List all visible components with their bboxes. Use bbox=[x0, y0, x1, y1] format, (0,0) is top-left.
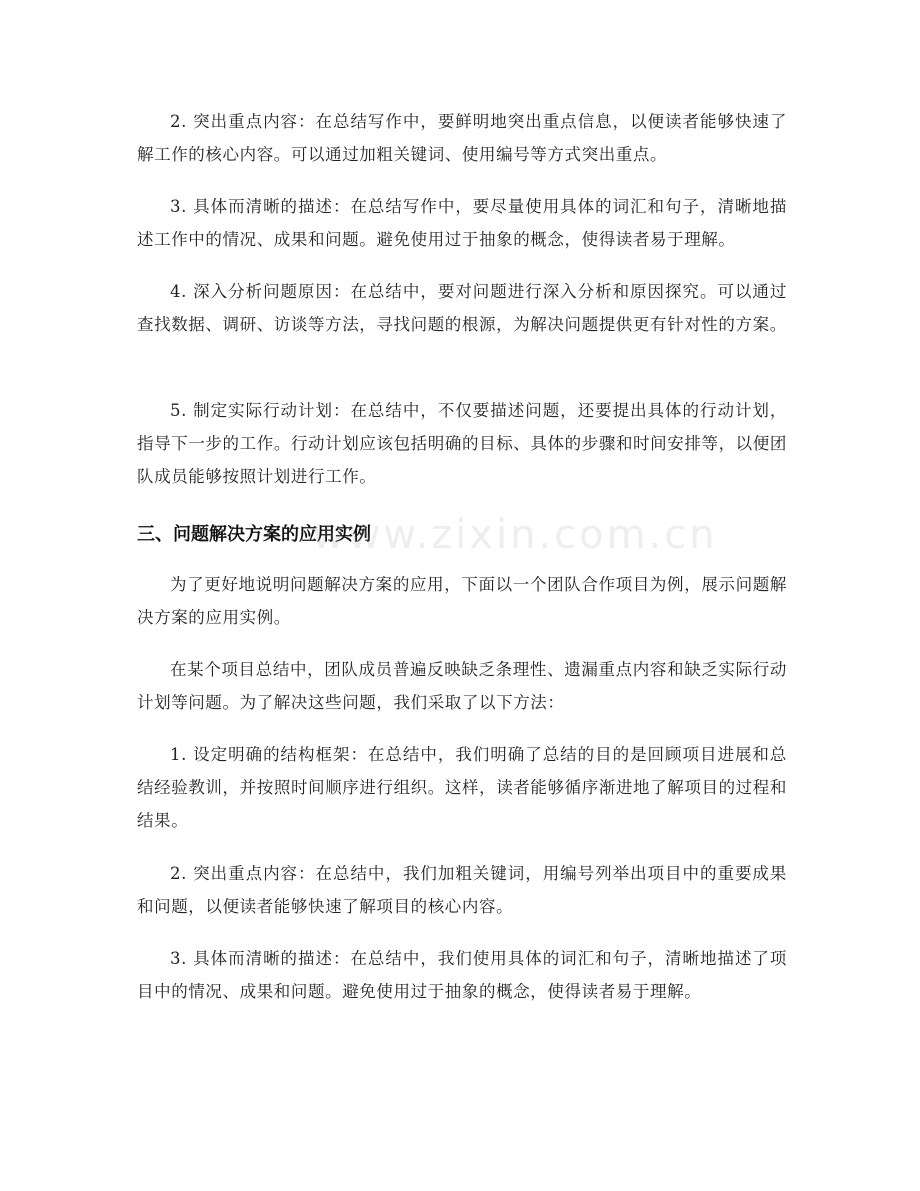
section-heading: 三、问题解决方案的应用实例 bbox=[137, 524, 371, 545]
paragraph-specific-description: 3. 具体而清晰的描述：在总结写作中，要尽量使用具体的词汇和句子，清晰地描述工作中的情况、成果和问题。避免使用过于抽象的概念，使得读者易于理解。 bbox=[137, 197, 787, 249]
paragraph-project-description: 3. 具体而清晰的描述：在总结中，我们使用具体的词汇和句子，清晰地描述了项目中的情况、成果和问题。避免使用过于抽象的概念，使得读者易于理解。 bbox=[137, 949, 787, 1001]
paragraph-action-plan: 5. 制定实际行动计划：在总结中，不仅要描述问题，还要提出具体的行动计划，指导下一步的工作。行动计划应该包括明确的目标、具体的步骤和时间安排等，以便团队成员能够按照计划进行工作。 bbox=[137, 401, 787, 486]
watermark: www.zixin.com.cn bbox=[312, 512, 718, 558]
paragraph-structure-framework: 1. 设定明确的结构框架：在总结中，我们明确了总结的目的是回顾项目进展和总结经验教训，并按照时间顺序进行组织。这样，读者能够循序渐进地了解项目的过程和结果。 bbox=[137, 745, 787, 830]
paragraph-analyze-causes: 4. 深入分析问题原因：在总结中，要对问题进行深入分析和原因探究。可以通过查找数据、调研、访谈等方法，寻找问题的根源，为解决问题提供更有针对性的方案。 bbox=[137, 282, 787, 334]
paragraph-intro-example: 为了更好地说明问题解决方案的应用，下面以一个团队合作项目为例，展示问题解决方案的应用实例。 bbox=[137, 575, 787, 627]
paragraph-project-key-points: 2. 突出重点内容：在总结中，我们加粗关键词，用编号列举出项目中的重要成果和问题，以便读者能够快速了解项目的核心内容。 bbox=[137, 864, 787, 916]
paragraph-project-problems: 在某个项目总结中，团队成员普遍反映缺乏条理性、遗漏重点内容和缺乏实际行动计划等问题。为了解决这些问题，我们采取了以下方法： bbox=[137, 660, 787, 712]
paragraph-highlight-key-points: 2. 突出重点内容：在总结写作中，要鲜明地突出重点信息，以便读者能够快速了解工作的核心内容。可以通过加粗关键词、使用编号等方式突出重点。 bbox=[137, 112, 787, 164]
